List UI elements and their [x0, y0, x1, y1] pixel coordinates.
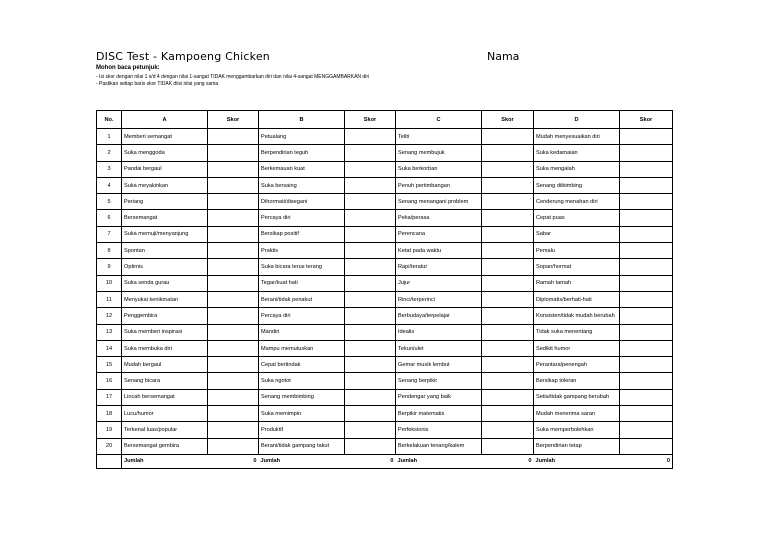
- statement-a: Spontan: [122, 243, 208, 259]
- skor-a-input[interactable]: [208, 275, 259, 291]
- skor-a-input[interactable]: [208, 422, 259, 438]
- skor-a-input[interactable]: [208, 243, 259, 259]
- total-value-c: 0: [482, 454, 534, 468]
- row-number: 7: [97, 226, 122, 242]
- skor-b-input[interactable]: [345, 161, 396, 177]
- statement-a: Suka menggoda: [122, 145, 208, 161]
- statement-d: Senang diibimbing: [534, 177, 620, 193]
- row-number: 8: [97, 243, 122, 259]
- skor-c-input[interactable]: [482, 308, 534, 324]
- row-number: 14: [97, 340, 122, 356]
- statement-c: Senang menangani problem: [396, 194, 482, 210]
- statement-b: Suka memimpin: [259, 406, 345, 422]
- skor-b-input[interactable]: [345, 406, 396, 422]
- skor-a-input[interactable]: [208, 194, 259, 210]
- statement-b: Bersikap positif: [259, 226, 345, 242]
- statement-a: Suka senda gurau: [122, 275, 208, 291]
- statement-d: Mudah menyesuaikan diri: [534, 129, 620, 145]
- statement-d: Sedikit humor: [534, 340, 620, 356]
- skor-a-input[interactable]: [208, 259, 259, 275]
- total-label-a: Jumlah: [122, 454, 208, 468]
- skor-b-input[interactable]: [345, 340, 396, 356]
- skor-b-input[interactable]: [345, 438, 396, 454]
- row-number: 13: [97, 324, 122, 340]
- col-header-skor-b: Skor: [345, 111, 396, 129]
- skor-c-input[interactable]: [482, 194, 534, 210]
- row-number: 1: [97, 129, 122, 145]
- skor-d-input[interactable]: [620, 161, 673, 177]
- skor-a-input[interactable]: [208, 161, 259, 177]
- statement-a: Pandai bergaul: [122, 161, 208, 177]
- skor-a-input[interactable]: [208, 406, 259, 422]
- col-header-b: B: [259, 111, 345, 129]
- statement-a: Lucu/humor: [122, 406, 208, 422]
- skor-c-input[interactable]: [482, 406, 534, 422]
- table-row: [97, 373, 673, 389]
- col-header-d: D: [534, 111, 620, 129]
- skor-a-input[interactable]: [208, 226, 259, 242]
- statement-d: Mudah menerima saran: [534, 406, 620, 422]
- statement-a: Penggembira: [122, 308, 208, 324]
- total-value-d: 0: [620, 454, 673, 468]
- skor-d-input[interactable]: [620, 373, 673, 389]
- skor-b-input[interactable]: [345, 145, 396, 161]
- statement-c: Berkelakuan tenang/kalem: [396, 438, 482, 454]
- statement-d: Pemalu: [534, 243, 620, 259]
- skor-d-input[interactable]: [620, 177, 673, 193]
- row-number: 16: [97, 373, 122, 389]
- statement-c: Senang membujuk: [396, 145, 482, 161]
- skor-d-input[interactable]: [620, 340, 673, 356]
- statement-c: Perencana: [396, 226, 482, 242]
- statement-b: Berani/tidak gampang takut: [259, 438, 345, 454]
- total-label-c: Jumlah: [396, 454, 482, 468]
- total-value-a: 0: [208, 454, 259, 468]
- total-label-b: Jumlah: [259, 454, 345, 468]
- skor-d-input[interactable]: [620, 308, 673, 324]
- skor-d-input[interactable]: [620, 275, 673, 291]
- table-row: [97, 194, 673, 210]
- skor-d-input[interactable]: [620, 194, 673, 210]
- skor-c-input[interactable]: [482, 389, 534, 405]
- col-header-skor-d: Skor: [620, 111, 673, 129]
- nama-label: Nama: [487, 50, 520, 63]
- statement-c: Senang berpikir: [396, 373, 482, 389]
- table-row: [97, 210, 673, 226]
- statement-b: Suka bicara terus terang: [259, 259, 345, 275]
- skor-d-input[interactable]: [620, 406, 673, 422]
- skor-c-input[interactable]: [482, 340, 534, 356]
- skor-a-input[interactable]: [208, 373, 259, 389]
- statement-a: Menyukai kenikmatan: [122, 291, 208, 307]
- skor-b-input[interactable]: [345, 259, 396, 275]
- skor-d-input[interactable]: [620, 243, 673, 259]
- skor-c-input[interactable]: [482, 357, 534, 373]
- skor-b-input[interactable]: [345, 275, 396, 291]
- statement-a: Senang bicara: [122, 373, 208, 389]
- statement-d: Ramah tamah: [534, 275, 620, 291]
- statement-b: Percaya diri: [259, 210, 345, 226]
- totals-row: [97, 454, 673, 468]
- skor-c-input[interactable]: [482, 324, 534, 340]
- statement-b: Suka bersaing: [259, 177, 345, 193]
- statement-d: Tidak suka menentang: [534, 324, 620, 340]
- statement-c: Teliti: [396, 129, 482, 145]
- table-row: [97, 406, 673, 422]
- statement-d: Suka kedamaian: [534, 145, 620, 161]
- skor-a-input[interactable]: [208, 438, 259, 454]
- row-number: 19: [97, 422, 122, 438]
- skor-c-input[interactable]: [482, 291, 534, 307]
- table-row: [97, 226, 673, 242]
- skor-d-input[interactable]: [620, 259, 673, 275]
- skor-b-input[interactable]: [345, 373, 396, 389]
- skor-d-input[interactable]: [620, 226, 673, 242]
- table-row: [97, 129, 673, 145]
- total-value-b: 0: [345, 454, 396, 468]
- skor-d-input[interactable]: [620, 389, 673, 405]
- skor-a-input[interactable]: [208, 340, 259, 356]
- skor-b-input[interactable]: [345, 210, 396, 226]
- statement-c: Rapi/teratur: [396, 259, 482, 275]
- statement-a: Bersemangat gembira: [122, 438, 208, 454]
- col-header-c: C: [396, 111, 482, 129]
- row-number: 10: [97, 275, 122, 291]
- statement-d: Diplomatis/berhati-hati: [534, 291, 620, 307]
- table-row: [97, 308, 673, 324]
- disc-table: [96, 110, 673, 469]
- statement-a: Suka memberi inspirasi: [122, 324, 208, 340]
- row-number: 17: [97, 389, 122, 405]
- statement-a: Suka memuji/menyanjung: [122, 226, 208, 242]
- skor-a-input[interactable]: [208, 308, 259, 324]
- totals-spacer: [97, 454, 122, 468]
- skor-a-input[interactable]: [208, 357, 259, 373]
- row-number: 18: [97, 406, 122, 422]
- table-row: [97, 422, 673, 438]
- table-row: [97, 324, 673, 340]
- statement-a: Suka meyakinkan: [122, 177, 208, 193]
- statement-a: Periang: [122, 194, 208, 210]
- statement-d: Perantara/penengah: [534, 357, 620, 373]
- skor-d-input[interactable]: [620, 291, 673, 307]
- statement-a: Suka membuka diri: [122, 340, 208, 356]
- table-row: [97, 177, 673, 193]
- statement-b: Mampu memutuskan: [259, 340, 345, 356]
- statement-c: Rinci/terperinci: [396, 291, 482, 307]
- statement-c: Tekun/ulet: [396, 340, 482, 356]
- row-number: 4: [97, 177, 122, 193]
- col-header-skor-c: Skor: [482, 111, 534, 129]
- instructions-heading: Mohon baca petunjuk:: [96, 65, 160, 71]
- statement-c: Ketat pada waktu: [396, 243, 482, 259]
- skor-a-input[interactable]: [208, 145, 259, 161]
- skor-c-input[interactable]: [482, 259, 534, 275]
- statement-b: Percaya diri: [259, 308, 345, 324]
- row-number: 15: [97, 357, 122, 373]
- row-number: 12: [97, 308, 122, 324]
- skor-b-input[interactable]: [345, 422, 396, 438]
- skor-d-input[interactable]: [620, 324, 673, 340]
- statement-c: Idealis: [396, 324, 482, 340]
- table-row: [97, 291, 673, 307]
- statement-c: Peka/perasa: [396, 210, 482, 226]
- statement-c: Berpikir matematis: [396, 406, 482, 422]
- statement-b: Mandiri: [259, 324, 345, 340]
- statement-d: Bersikap toleran: [534, 373, 620, 389]
- statement-c: Gemar musik lembut: [396, 357, 482, 373]
- table-row: [97, 389, 673, 405]
- statement-d: Setia/tidak gampang berubah: [534, 389, 620, 405]
- table-row: [97, 438, 673, 454]
- skor-a-input[interactable]: [208, 291, 259, 307]
- statement-b: Suka ngotot: [259, 373, 345, 389]
- skor-c-input[interactable]: [482, 161, 534, 177]
- skor-d-input[interactable]: [620, 129, 673, 145]
- skor-b-input[interactable]: [345, 324, 396, 340]
- skor-c-input[interactable]: [482, 422, 534, 438]
- skor-a-input[interactable]: [208, 129, 259, 145]
- row-number: 6: [97, 210, 122, 226]
- skor-c-input[interactable]: [482, 177, 534, 193]
- statement-d: Suka memperbolehkan: [534, 422, 620, 438]
- skor-a-input[interactable]: [208, 324, 259, 340]
- skor-b-input[interactable]: [345, 194, 396, 210]
- col-header-no: No.: [97, 111, 122, 129]
- statement-b: Petualang: [259, 129, 345, 145]
- skor-a-input[interactable]: [208, 210, 259, 226]
- row-number: 3: [97, 161, 122, 177]
- row-number: 9: [97, 259, 122, 275]
- skor-b-input[interactable]: [345, 129, 396, 145]
- table-row: [97, 357, 673, 373]
- table-row: [97, 259, 673, 275]
- statement-a: Optimis: [122, 259, 208, 275]
- statement-a: Mudah bergaul: [122, 357, 208, 373]
- skor-c-input[interactable]: [482, 226, 534, 242]
- statement-b: Berkemauan kuat: [259, 161, 345, 177]
- skor-b-input[interactable]: [345, 357, 396, 373]
- statement-b: Praktis: [259, 243, 345, 259]
- table-row: [97, 275, 673, 291]
- statement-a: Terkenal luas/popular: [122, 422, 208, 438]
- skor-c-input[interactable]: [482, 243, 534, 259]
- skor-d-input[interactable]: [620, 145, 673, 161]
- skor-b-input[interactable]: [345, 243, 396, 259]
- statement-d: Berpendirian tetap: [534, 438, 620, 454]
- skor-b-input[interactable]: [345, 308, 396, 324]
- statement-b: Berani/tidak penakut: [259, 291, 345, 307]
- skor-c-input[interactable]: [482, 210, 534, 226]
- instruction-line-1: - Isi skor dengan nilai 1 s/d 4 dengan nilai 1-sangat TIDAK menggambarkan diri dan nilai 4-sangat MENGGAMBARKAN diri: [96, 74, 370, 80]
- skor-d-input[interactable]: [620, 210, 673, 226]
- table-row: [97, 340, 673, 356]
- statement-c: Pendengar yang baik: [396, 389, 482, 405]
- row-number: 2: [97, 145, 122, 161]
- statement-c: Suka berkorban: [396, 161, 482, 177]
- table-row: [97, 145, 673, 161]
- col-header-a: A: [122, 111, 208, 129]
- statement-c: Berbudaya/terpelajar: [396, 308, 482, 324]
- row-number: 11: [97, 291, 122, 307]
- statement-b: Senang membimbing: [259, 389, 345, 405]
- skor-c-input[interactable]: [482, 373, 534, 389]
- skor-a-input[interactable]: [208, 177, 259, 193]
- skor-d-input[interactable]: [620, 357, 673, 373]
- skor-a-input[interactable]: [208, 389, 259, 405]
- statement-b: Cepat bertindak: [259, 357, 345, 373]
- statement-d: Sabar: [534, 226, 620, 242]
- statement-d: Cenderung menahan diri: [534, 194, 620, 210]
- total-label-d: Jumlah: [534, 454, 620, 468]
- statement-d: Suka mengalah: [534, 161, 620, 177]
- skor-b-input[interactable]: [345, 291, 396, 307]
- row-number: 20: [97, 438, 122, 454]
- row-number: 5: [97, 194, 122, 210]
- skor-c-input[interactable]: [482, 145, 534, 161]
- skor-b-input[interactable]: [345, 177, 396, 193]
- statement-a: Memberi semangat: [122, 129, 208, 145]
- instruction-line-2: - Pastikan setiap baris skor TIDAK diisi nilai yang sama: [96, 81, 219, 87]
- skor-c-input[interactable]: [482, 438, 534, 454]
- statement-d: Konsisten/tidak mudah berubah: [534, 308, 620, 324]
- statement-c: Jujur: [396, 275, 482, 291]
- statement-b: Produktif: [259, 422, 345, 438]
- skor-b-input[interactable]: [345, 389, 396, 405]
- statement-b: Tegar/kuat hati: [259, 275, 345, 291]
- table-header-row: [97, 111, 673, 129]
- skor-d-input[interactable]: [620, 422, 673, 438]
- statement-c: Penuh pertimbangan: [396, 177, 482, 193]
- col-header-skor-a: Skor: [208, 111, 259, 129]
- table-row: [97, 243, 673, 259]
- statement-c: Perfeksionis: [396, 422, 482, 438]
- statement-d: Cepat puas: [534, 210, 620, 226]
- statement-b: Dihormati/disegani: [259, 194, 345, 210]
- skor-c-input[interactable]: [482, 129, 534, 145]
- table-row: [97, 161, 673, 177]
- skor-b-input[interactable]: [345, 226, 396, 242]
- statement-a: Lincah bersemangat: [122, 389, 208, 405]
- statement-a: Bersemangat: [122, 210, 208, 226]
- statement-d: Sopan/hormat: [534, 259, 620, 275]
- skor-d-input[interactable]: [620, 438, 673, 454]
- page-title: DISC Test - Kampoeng Chicken: [96, 50, 270, 63]
- skor-c-input[interactable]: [482, 275, 534, 291]
- statement-b: Berpendirian teguh: [259, 145, 345, 161]
